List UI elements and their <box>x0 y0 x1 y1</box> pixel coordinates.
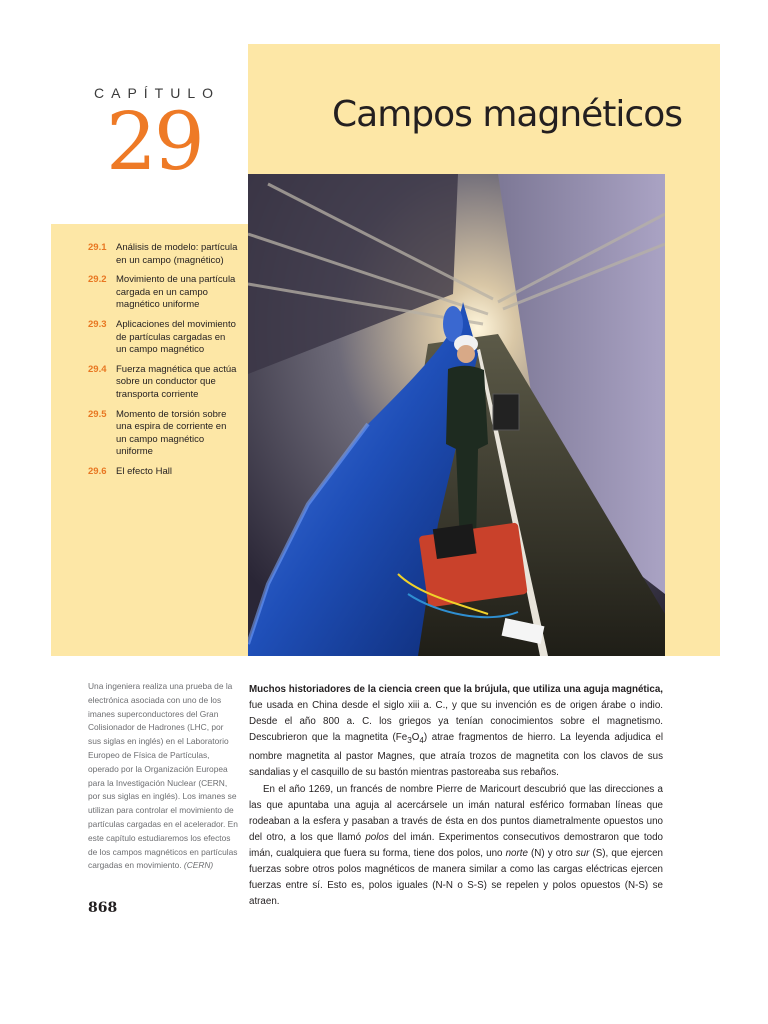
page-number: 868 <box>88 900 118 916</box>
lhc-tunnel-photo <box>248 174 665 656</box>
photo-credit: (CERN) <box>183 860 214 871</box>
toc-item-number: 29.2 <box>88 274 107 286</box>
toc-item-title: Momento de torsión sobre una espira de corriente en un campo magnético uniforme <box>116 408 227 458</box>
right-panel-background <box>665 174 720 656</box>
intro-paragraph-1: Muchos historiadores de la ciencia creen que la brújula, que utiliza una aguja magnética, fue usada en China desde el siglo xiii a. C., y que su invención es de origen árabe o indio. Desde el año 800 a. C. los griegos ya tenían conocimientos sobre el magnetismo. Descubrieron que la magnetita $(Fe_3O_4)$ atrae fragmentos de hierro. La leyenda adjudica el nombre magnetita al pastor Magnes, que atraía trozos de magnetita con los clavos de sus sandalias y el casquillo de su bastón mientras pastoreaba sus rebaños. <box>249 684 663 779</box>
toc-item-title: Análisis de modelo: partícula en un campo (magnético) <box>116 242 238 266</box>
toc-item-number: 29.6 <box>88 465 107 477</box>
term-polos: polos <box>365 831 389 843</box>
term-norte: norte <box>505 847 528 859</box>
toc-item[interactable] <box>88 242 238 267</box>
chapter-label: CAPÍTULO <box>94 85 221 101</box>
chapter-intro-text <box>249 682 663 910</box>
chapter-contents-list <box>88 242 238 486</box>
intro-lead-sentence: Muchos historiadores de la ciencia creen que la brújula, que utiliza una aguja magnética, <box>249 684 663 695</box>
toc-item-title: El efecto Hall <box>116 465 172 477</box>
toc-item-title: Aplicaciones del movimiento de partículas cargadas en un campo magnético <box>116 318 236 356</box>
chapter-number: 29 <box>106 95 202 188</box>
chapter-title: Campos magnéticos <box>332 94 682 135</box>
toc-item-title: Movimiento de una partícula cargada en un campo magnético uniforme <box>116 274 236 311</box>
toc-item[interactable] <box>88 274 238 312</box>
photo-caption <box>88 680 238 873</box>
toc-item-number: 29.3 <box>88 318 107 330</box>
toc-item[interactable] <box>88 466 238 479</box>
toc-item[interactable] <box>88 319 238 357</box>
toc-item[interactable] <box>88 364 238 402</box>
term-sur: sur <box>575 847 590 859</box>
toc-item[interactable] <box>88 409 238 459</box>
toc-item-number: 29.5 <box>88 408 107 420</box>
toc-item-number: 29.4 <box>88 363 107 375</box>
photo-caption-text: Una ingeniera realiza una prueba de la electrónica asociada con uno de los imanes superconductores del Gran Colisionador de Hadrones (LHC, por sus siglas en inglés) en el Laboratorio Europeo de Física de Partículas, operado por la Organización Europea para la Investigación Nuclear (CERN, por sus siglas en inglés). Los imanes se utilizan para controlar el movimiento de partículas cargadas en el acelerador. En este capítulo estudiaremos los efectos de los campos magnéticos en partículas cargadas en movimiento. <box>88 681 238 871</box>
intro-paragraph-2: En el año 1269, un francés de nombre Pierre de Maricourt descubrió que las direcciones a las que apuntaba una aguja al acercársele un imán natural esférico formaban líneas que rodeaban a la esfera y pasaban a través de ésta en dos puntos diametralmente opuestos uno del otro, a los que llamó polos del imán. Experimentos consecutivos demostraron que todo imán, cualquiera que fuera su forma, tiene dos polos, uno norte (N) y otro sur (S), que ejercen fuerzas sobre otros polos magnéticos de manera similar a como las cargas eléctricas ejercen fuerzas entre sí. Esto es, polos iguales (N-N o S-S) se repelen y polos opuestos (N-S) se atraen. <box>249 783 663 908</box>
toc-item-title: Fuerza magnética que actúa sobre un conductor que transporta corriente <box>116 363 237 400</box>
toc-item-number: 29.1 <box>88 242 107 253</box>
